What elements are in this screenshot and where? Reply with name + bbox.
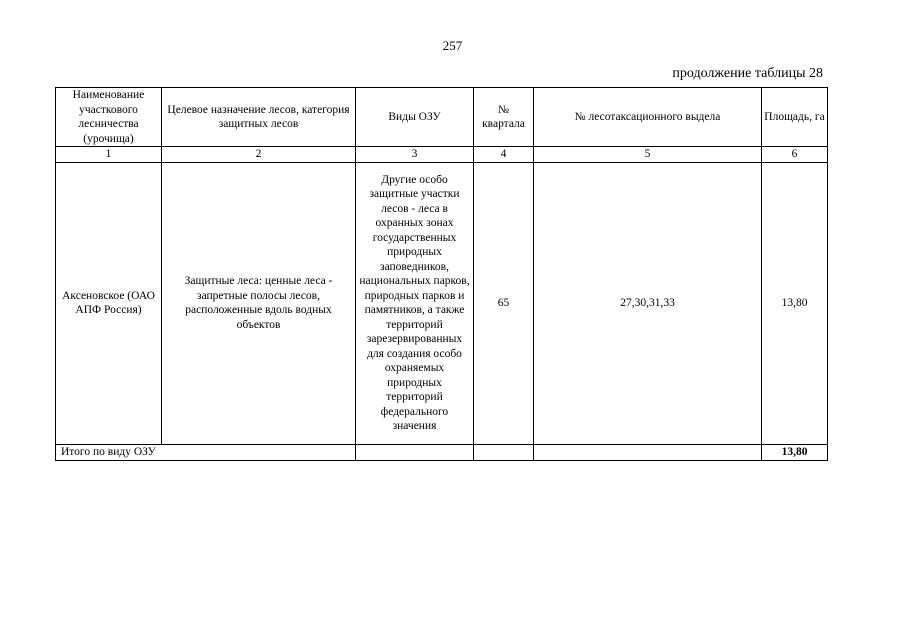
cell-area: 13,80 bbox=[762, 162, 828, 444]
cell-quarter: 65 bbox=[474, 162, 534, 444]
column-number: 5 bbox=[534, 147, 762, 163]
header-compartment: № лесотаксационного выдела bbox=[534, 88, 762, 147]
table-header-row bbox=[56, 88, 828, 147]
table-row bbox=[56, 162, 828, 444]
header-forestry: Наименование участкового лесничества (урочища) bbox=[56, 88, 162, 147]
cell-compartments: 27,30,31,33 bbox=[534, 162, 762, 444]
column-number: 6 bbox=[762, 147, 828, 163]
column-number: 2 bbox=[162, 147, 356, 163]
cell-purpose: Защитные леса: ценные леса - запретные полосы лесов, расположенные вдоль водных объектов bbox=[162, 162, 356, 444]
header-purpose: Целевое назначение лесов, категория защитных лесов bbox=[162, 88, 356, 147]
total-row bbox=[56, 444, 828, 460]
header-area: Площадь, га bbox=[762, 88, 828, 147]
header-quarter: № квартала bbox=[474, 88, 534, 147]
table-continuation-caption: продолжение таблицы 28 bbox=[672, 66, 823, 81]
column-number: 3 bbox=[356, 147, 474, 163]
column-number: 4 bbox=[474, 147, 534, 163]
cell-ozu-type: Другие особо защитные участки лесов - леса в охранных зонах государственных природных заповедников, национальных парков, природных парков и памятников, а также территорий зарезервированных для создания особо охраняемых природных территорий федерального значения bbox=[356, 162, 474, 444]
ozu-table bbox=[55, 87, 828, 461]
page-number: 257 bbox=[442, 38, 463, 53]
total-empty-cell bbox=[534, 444, 762, 460]
header-ozu-type: Виды ОЗУ bbox=[356, 88, 474, 147]
cell-forestry: Аксеновское (ОАО АПФ Россия) bbox=[56, 162, 162, 444]
total-area: 13,80 bbox=[762, 444, 828, 460]
total-empty-cell bbox=[356, 444, 474, 460]
total-label: Итого по виду ОЗУ bbox=[56, 444, 356, 460]
total-empty-cell bbox=[474, 444, 534, 460]
column-number-row bbox=[56, 147, 828, 163]
column-number: 1 bbox=[56, 147, 162, 163]
